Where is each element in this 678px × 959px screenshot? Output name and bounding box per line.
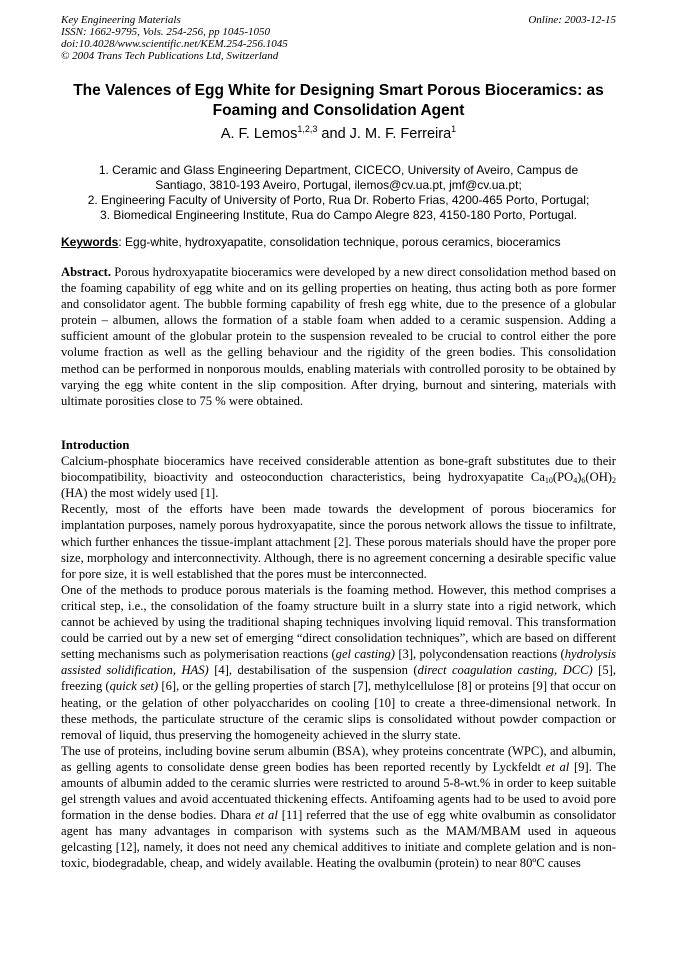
paragraph-text: [6], or the gelling properties of starch [7], methylcellulose [8] or proteins [9] that occur on heating, or the gelation of other polyaccharides on cooling [10] to create a three-dimensional network. In these methods, the particulate structure of the ceramic slips is consolidated without powder compaction or removal of liquid, thus preserving the homogeneity achieved in the slurry state.	[61, 679, 616, 742]
paragraph-text: [3], polycondensation reactions (	[394, 647, 565, 662]
paragraph-text: [11] referred that the use of egg white ovalbumin as consolidator agent has many advantages in comparison with systems such as the MAM/MBAM used in aqueous gelcasting [12], namely, it does not need any chemical additives to initiate and complete gelation and is non-toxic, biodegradable, cheap, and widely available. Heating the ovalbumin (protein) to near 80ºC causes	[61, 808, 616, 871]
abstract-label: Abstract.	[61, 265, 112, 279]
formula-part: )	[577, 470, 582, 485]
affiliation-line: 1. Ceramic and Glass Engineering Department, CICECO, University of Aveiro, Campus de	[98, 163, 579, 177]
abstract-paragraph	[61, 264, 616, 409]
author-2: J. M. F. Ferreira	[349, 126, 452, 142]
copyright-line: © 2004 Trans Tech Publications Ltd, Switzerland	[61, 50, 279, 62]
technique-name: hydrolysis assisted solidification, HAS)	[61, 647, 616, 678]
doi-line: doi:10.4028/www.scientific.net/KEM.254-256.1045	[61, 38, 288, 50]
paragraph-text: Calcium-phosphate bioceramics have received considerable attention as bone-graft substitutes due to their biocompatibility, bioactivity and osteoconduction characteristics, being hydroxyapatite	[61, 454, 616, 485]
journal-name: Key Engineering Materials	[61, 14, 181, 26]
affiliation-line: Santiago, 3810-193 Aveiro, Portugal, ilemos@cv.ua.pt, jmf@cv.ua.pt;	[155, 178, 522, 192]
keywords-text: : Egg-white, hydroxyapatite, consolidation technique, porous ceramics, bioceramics	[118, 235, 561, 249]
affiliations	[61, 163, 616, 223]
keywords	[61, 235, 621, 250]
introduction-section	[61, 437, 616, 872]
citation-etal: et al	[255, 808, 278, 823]
author-2-affiliation-marks: 1	[451, 124, 457, 134]
formula-part: (OH)	[585, 470, 612, 485]
affiliation-line: 2. Engineering Faculty of University of Porto, Rua Dr. Roberto Frias, 4200-465 Porto, Portugal;	[87, 193, 590, 207]
chemical-formula	[531, 470, 616, 484]
paragraph-text: One of the methods to produce porous materials is the foaming method. However, this method comprises a critical step, i.e., the consolidation of the foamy structure built in a slurry state into a rigid network, which cannot be achieved by using the traditional shaping techniques involving liquid removal. This transformation could be carried out by a new set of emerging “direct consolidation techniques”, which are based on different setting mechanisms such as polymerisation reactions (	[61, 582, 616, 662]
formula-subscript: 6	[581, 476, 586, 486]
online-date: Online: 2003-12-15	[528, 14, 616, 26]
author-1: A. F. Lemos	[220, 126, 298, 142]
formula-subscript: 4	[573, 476, 578, 486]
technique-name: gel casting)	[335, 647, 395, 662]
formula-subscript: 2	[612, 476, 616, 486]
paragraph-text: [9]. The amounts of albumin added to the ceramic slurries were restricted to around 5-8-wt.% in order to keep suitable gel strength values and avoid accentuated thickening effects. Antifoaming agents had to be used to avoid pore formation in the dense bodies. Dhara	[61, 759, 616, 823]
keywords-label: Keywords	[61, 235, 119, 249]
citation-etal: et al	[545, 759, 570, 774]
formula-part: (PO	[552, 470, 574, 485]
running-header	[61, 14, 616, 62]
formula-part: Ca	[530, 470, 545, 485]
paragraph-text: (HA) the most widely used [1].	[61, 486, 219, 501]
paragraph-text: [4], destabilisation of the suspension (	[208, 663, 418, 678]
intro-paragraph-3	[61, 582, 616, 743]
intro-paragraph-1	[61, 453, 616, 501]
paragraph-text: [5], freezing (	[61, 663, 617, 694]
affiliation-line: 3. Biomedical Engineering Institute, Rua do Campo Alegre 823, 4150-180 Porto, Portugal.	[100, 208, 577, 222]
title-line-1: The Valences of Egg White for Designing Smart Porous Bioceramics: as	[73, 82, 604, 99]
technique-name: quick set)	[109, 679, 159, 694]
issn-line: ISSN: 1662-9795, Vols. 254-256, pp 1045-1050	[61, 26, 270, 38]
technique-name: direct coagulation casting, DCC)	[417, 663, 593, 678]
introduction-heading: Introduction	[61, 438, 130, 452]
abstract-section	[61, 264, 616, 409]
title-line-2: Foaming and Consolidation Agent	[212, 102, 465, 119]
author-conjunction: and	[317, 126, 350, 142]
intro-paragraph-2: Recently, most of the efforts have been made towards the development of porous bioceramics for implantation purposes, namely porous hydroxyapatite, since the porous network allows the tissue to infiltrate, which further enhances the tissue-implant attachment [2]. These porous materials should have the proper pore size, morphology and interconnectivity. Although, there is no agreement concerning a desirable specific value for pore size, it is well established that the pores must be interconnected.	[61, 502, 616, 581]
abstract-text: Porous hydroxyapatite bioceramics were developed by a new direct consolidation method based on the foaming capability of egg white and on its gelling properties on heating, thus acting both as pore former and consolidator agent. The bubble forming capability of fresh egg white, due to the presence of a globular protein – albumen, allows the formation of a stable foam when added to a ceramic suspension. Adding a sufficient amount of the globular protein to the suspension revealed to be crucial to control either the pore volume fraction as well as the gelling behaviour and the rigidity of the green bodies. This consolidation method can be performed in nonporous moulds, enabling materials with controlled porosity to be obtained by varying the egg white content in the slip composition. After drying, burnout and sintering, materials with ultimate porosities close to 75 % were obtained.	[61, 265, 616, 408]
author-1-affiliation-marks: 1,2,3	[297, 124, 318, 134]
formula-subscript: 10	[544, 476, 553, 486]
author-list	[61, 125, 616, 143]
intro-paragraph-4	[61, 743, 616, 872]
paper-title	[61, 81, 616, 121]
paragraph-text: The use of proteins, including bovine serum albumin (BSA), whey proteins concentrate (WPC), and albumin, as gelling agents to consolidate dense green bodies has been reported recently by Lyckfeldt	[61, 743, 616, 774]
